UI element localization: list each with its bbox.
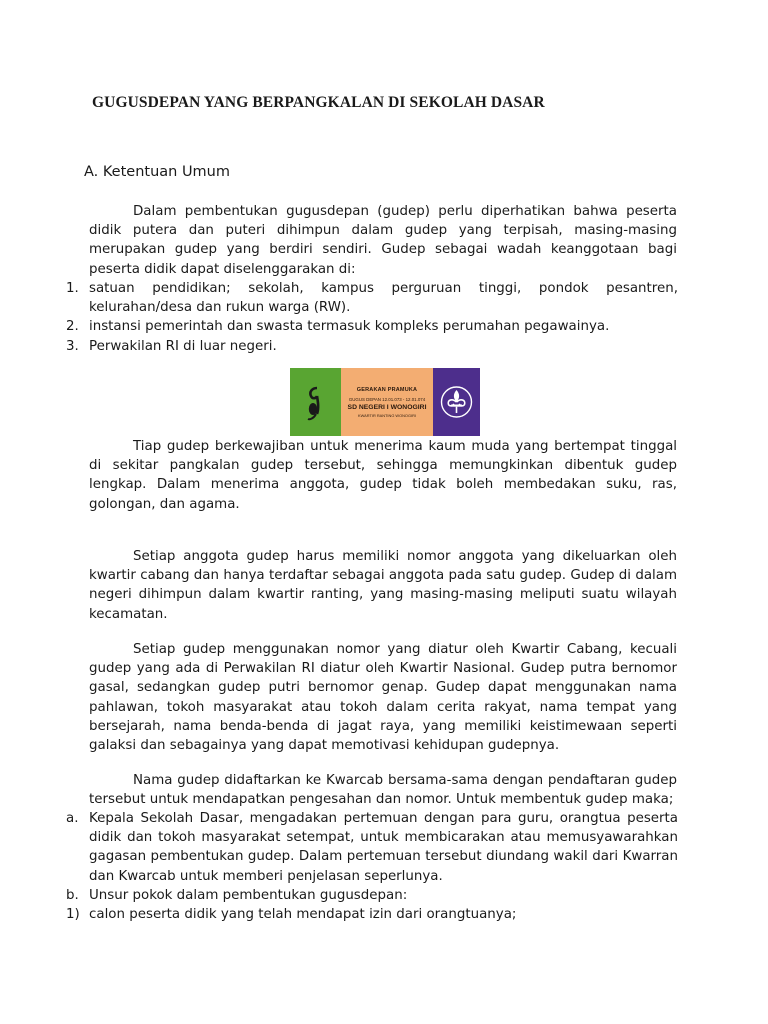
gudep-logo-banner (290, 368, 480, 436)
formation-steps-list (66, 809, 678, 924)
fleur-de-lis-icon (433, 368, 480, 436)
logo-left-panel (290, 368, 341, 436)
intro-paragraph (89, 202, 677, 279)
list-item (66, 905, 678, 924)
list-marker: a. (66, 811, 79, 826)
logo-line-4: KWARTIR RANTING WONOGIRI (358, 412, 416, 418)
logo-line-1: GERAKAN PRAMUKA (356, 386, 418, 393)
list-item (66, 809, 678, 886)
list-item-text: Kepala Sekolah Dasar, mengadakan pertemuan dengan para guru, orangtua peserta didik dan tokoh masyarakat setempat, untuk membicarakan atau memusyawarahkan gagasan pembentukan gudep. Dalam pertemuan tersebut diundang wakil dari Kwarran dan Kwarcab untuk memberi penjelasan seperlunya. (89, 811, 678, 884)
logo-right-panel (433, 368, 480, 436)
list-item-text: instansi pemerintah dan swasta termasuk kompleks perumahan pegawainya. (89, 319, 610, 335)
list-marker: 3. (66, 338, 79, 354)
list-item (66, 317, 678, 336)
paragraph-2 (89, 437, 677, 514)
section-heading: A. Ketentuan Umum (84, 164, 230, 180)
list-item-text: satuan pendidikan; sekolah, kampus perguruan tinggi, pondok pesantren, kelurahan/desa dan rukun warga (RW). (89, 281, 678, 316)
paragraph-3-text: Setiap anggota gudep harus memiliki nomor anggota yang dikeluarkan oleh kwartir cabang dan hanya terdaftar sebagai anggota pada satu gudep. Gudep di dalam negeri dihimpun dalam kwartir ranting, yang masing-masing meliputi suatu wilayah kecamatan. (89, 549, 677, 622)
list-item-text: Perwakilan RI di luar negeri. (89, 338, 277, 354)
logo-line-3: SD NEGERI I WONOGIRI (347, 403, 427, 411)
list-item (66, 337, 678, 356)
list-item (66, 886, 678, 905)
list-item (66, 279, 678, 317)
list-marker: 1. (66, 281, 79, 296)
paragraph-5 (89, 771, 677, 809)
list-item-text: calon peserta didik yang telah mendapat izin dari orangtuanya; (89, 907, 517, 923)
paragraph-5-text: Nama gudep didaftarkan ke Kwarcab bersama-sama dengan pendaftaran gudep tersebut untuk mendapatkan pengesahan dan nomor. Untuk membentuk gudep maka; (89, 773, 677, 808)
tunas-kelapa-icon (290, 368, 341, 436)
paragraph-3 (89, 547, 677, 624)
list-marker: 1) (66, 907, 80, 923)
intro-text: Dalam pembentukan gugusdepan (gudep) perlu diperhatikan bahwa peserta didik putera dan puteri dihimpun dalam gudep yang terpisah, masing-masing merupakan gudep yang berdiri sendiri. Gudep sebagai wadah keanggotaan bagi peserta didik dapat diselenggarakan di: (89, 204, 677, 277)
paragraph-2-text: Tiap gudep berkewajiban untuk menerima kaum muda yang bertempat tinggal di sekitar pangkalan gudep tersebut, sehingga memungkinkan dibentuk gudep lengkap. Dalam menerima anggota, gudep tidak boleh membedakan suku, ras, golongan, dan agama. (89, 439, 677, 512)
location-list (66, 279, 678, 356)
list-marker: 2. (66, 319, 79, 335)
list-item-text: Unsur pokok dalam pembentukan gugusdepan: (89, 887, 408, 903)
paragraph-4 (89, 640, 677, 755)
logo-middle-panel (341, 368, 433, 436)
paragraph-4-text: Setiap gudep menggunakan nomor yang diatur oleh Kwartir Cabang, kecuali gudep yang ada di Perwakilan RI diatur oleh Kwartir Nasional. Gudep putra bernomor gasal, sedangkan gudep putri bernomor genap. Gudep dapat menggunakan nama pahlawan, tokoh masyarakat atau tokoh dalam cerita rakyat, nama tempat yang bersejarah, nama benda-benda di jagat raya, yang memiliki keistimewaan seperti galaksi dan sebagainya yang dapat memotivasi kehidupan gudepnya. (89, 642, 677, 754)
document-title: GUGUSDEPAN YANG BERPANGKALAN DI SEKOLAH DASAR (92, 94, 545, 111)
list-marker: b. (66, 887, 79, 903)
logo-line-2: GUGUS DEPAN 12.01.073 - 12.01.074 (348, 396, 426, 402)
